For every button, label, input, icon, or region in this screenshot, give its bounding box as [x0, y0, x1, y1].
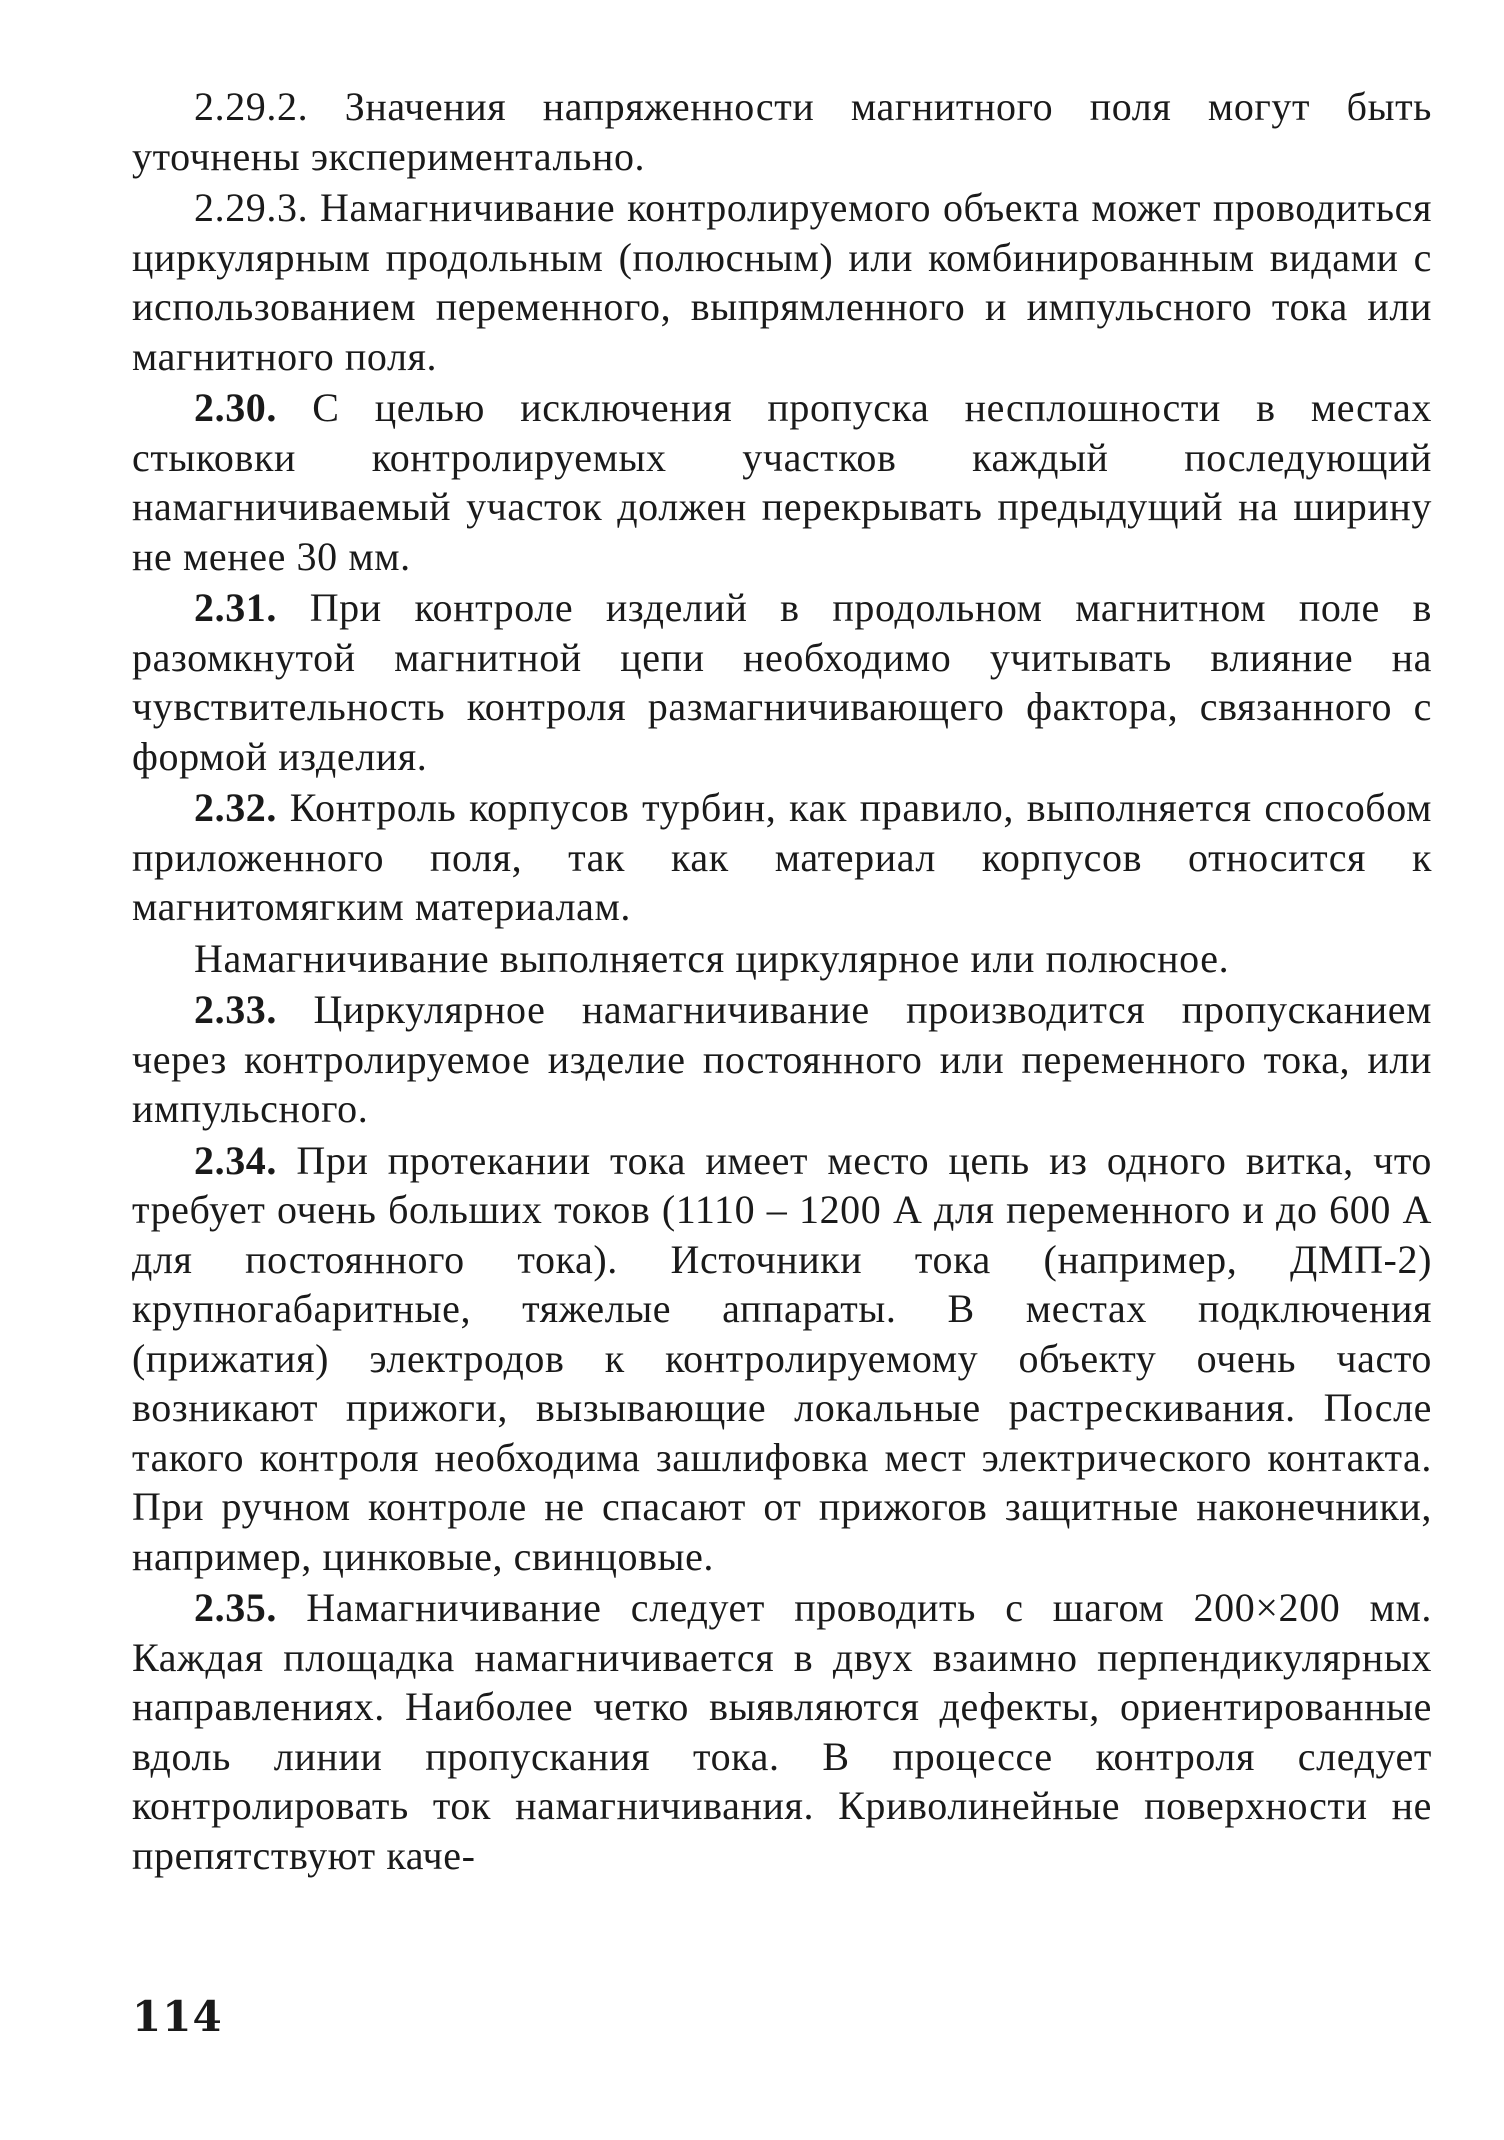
paragraph-text: С целью исключения пропуска несплошности в местах стыковки контролируемых участков каждый последующий намагничиваемый участок должен перекрывать предыдущий на ширину не менее 30 мм. — [132, 385, 1432, 579]
paragraph-2-31 — [132, 583, 1432, 781]
paragraph-2-29-3 — [132, 183, 1432, 381]
paragraph-number: 2.31. — [194, 585, 277, 630]
paragraph-text: Намагничивание выполняется циркулярное или полюсное. — [194, 935, 1230, 981]
paragraph-text: При протекании тока имеет место цепь из одного витка, что требует очень больших токов (1110 – 1200 А для переменного и до 600 А для постоянного тока). Источники тока (например, ДМП-2) крупногабаритные, тяжелые аппараты. В местах подключения (прижатия) электродов к контролируемому объекту очень часто возникают прижоги, вызывающие локальные растрескивания. После такого контроля необходима зашлифовка мест электрического контакта. При ручном контроле не спасают от прижогов защитные наконечники, например, цинковые, свинцовые. — [132, 1137, 1432, 1579]
paragraph-number: 2.35. — [194, 1585, 277, 1630]
paragraph-number: 2.30. — [194, 385, 277, 430]
paragraph-number: 2.34. — [194, 1137, 277, 1183]
paragraph-2-32 — [132, 783, 1432, 932]
paragraph-text: 2.29.3. Намагничивание контролируемого объекта может проводиться циркулярным продольным (полюсным) или комбинированным видами с использованием переменного, выпрямленного и импульсного тока или магнитного поля. — [132, 185, 1432, 379]
paragraph-number: 2.33. — [194, 987, 277, 1032]
paragraph-number: 2.32. — [194, 785, 277, 830]
paragraph-text: 2.29.2. Значения напряженности магнитного поля могут быть уточнены экспериментально. — [132, 84, 1432, 179]
paragraph-text: Циркулярное намагничивание производится пропусканием через контролируемое изделие постоянного или переменного тока, или импульсного. — [132, 987, 1432, 1131]
paragraph-text: Намагничивание следует проводить с шагом 200×200 мм. Каждая площадка намагничивается в двух взаимно перпендикулярных направлениях. Наиболее четко выявляются дефекты, ориентированные вдоль линии пропускания тока. В процессе контроля следует контролировать ток намагничивания. Криволинейные поверхности не препятствуют каче- — [132, 1585, 1432, 1878]
page-body — [132, 82, 1432, 1880]
paragraph-magnetization-type — [132, 934, 1432, 984]
page-number: 114 — [132, 1992, 223, 2041]
paragraph-2-34 — [132, 1136, 1432, 1582]
paragraph-2-35 — [132, 1583, 1432, 1880]
paragraph-text: Контроль корпусов турбин, как правило, выполняется способом приложенного поля, так как материал корпусов относится к магнитомягким материалам. — [132, 785, 1432, 929]
paragraph-2-30 — [132, 383, 1432, 581]
paragraph-text: При контроле изделий в продольном магнитном поле в разомкнутой магнитной цепи необходимо учитывать влияние на чувствительность контроля размагничивающего фактора, связанного с формой изделия. — [132, 585, 1432, 779]
paragraph-2-33 — [132, 985, 1432, 1134]
paragraph-2-29-2 — [132, 82, 1432, 181]
